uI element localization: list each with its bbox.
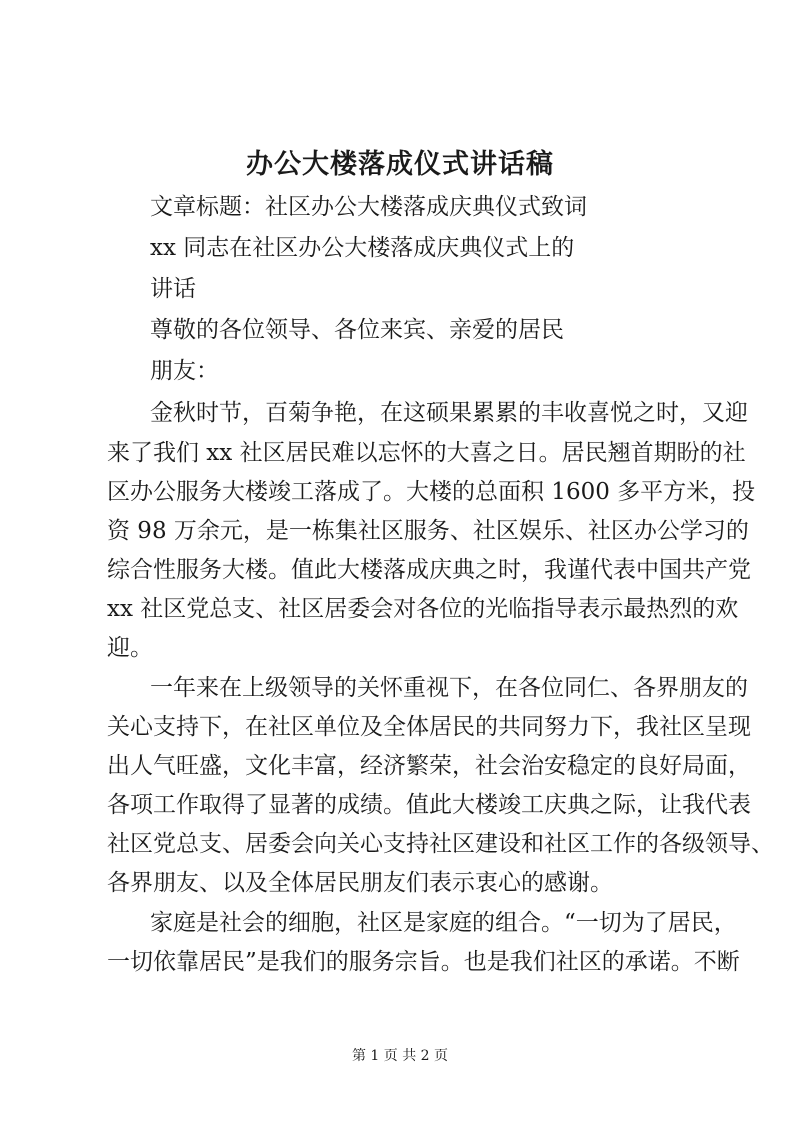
text-line: 来了我们 xx 社区居民难以忘怀的大喜之日。居民翘首期盼的社 bbox=[107, 440, 746, 466]
page-footer: 第 1 页 共 2 页 bbox=[351, 1048, 449, 1064]
text-line: 综合性服务大楼。值此大楼落成庆典之时，我谨代表中国共产党 bbox=[107, 557, 751, 583]
text-line: 尊敬的各位领导、各位来宾、亲爱的居民 bbox=[150, 317, 564, 343]
text-line: 家庭是社会的细胞，社区是家庭的组合。“一切为了居民， bbox=[150, 910, 737, 936]
text-line: 迎。 bbox=[107, 635, 153, 661]
text-line: 一年来在上级领导的关怀重视下，在各位同仁、各界朋友的 bbox=[150, 675, 748, 701]
text-line: 资 98 万余元，是一栋集社区服务、社区娱乐、社区办公学习的 bbox=[107, 518, 749, 544]
document-title: 办公大楼落成仪式讲话稿 bbox=[246, 149, 554, 180]
text-line: 文章标题：社区办公大楼落成庆典仪式致词 bbox=[150, 194, 587, 220]
text-line: 各界朋友、以及全体居民朋友们表示衷心的感谢。 bbox=[107, 870, 613, 896]
text-line: 朋友： bbox=[150, 358, 219, 384]
text-line: 区办公服务大楼竣工落成了。大楼的总面积 1600 多平方米，投 bbox=[107, 479, 756, 505]
text-line: xx 社区党总支、社区居委会对各位的光临指导表示最热烈的欢 bbox=[107, 596, 739, 622]
text-line: 出人气旺盛，文化丰富，经济繁荣，社会治安稳定的良好局面， bbox=[107, 753, 751, 779]
text-line: 关心支持下，在社区单位及全体居民的共同努力下，我社区呈现 bbox=[107, 714, 751, 740]
text-line: 一切依靠居民”是我们的服务宗旨。也是我们社区的承诺。不断 bbox=[107, 949, 740, 975]
text-line: 讲话 bbox=[150, 276, 196, 302]
text-line: 金秋时节，百菊争艳，在这硕果累累的丰收喜悦之时，又迎 bbox=[150, 400, 748, 426]
text-line: xx 同志在社区办公大楼落成庆典仪式上的 bbox=[150, 235, 575, 261]
text-line: 社区党总支、居委会向关心支持社区建设和社区工作的各级领导、 bbox=[107, 831, 774, 857]
text-line: 各项工作取得了显著的成绩。值此大楼竣工庆典之际，让我代表 bbox=[107, 792, 751, 818]
